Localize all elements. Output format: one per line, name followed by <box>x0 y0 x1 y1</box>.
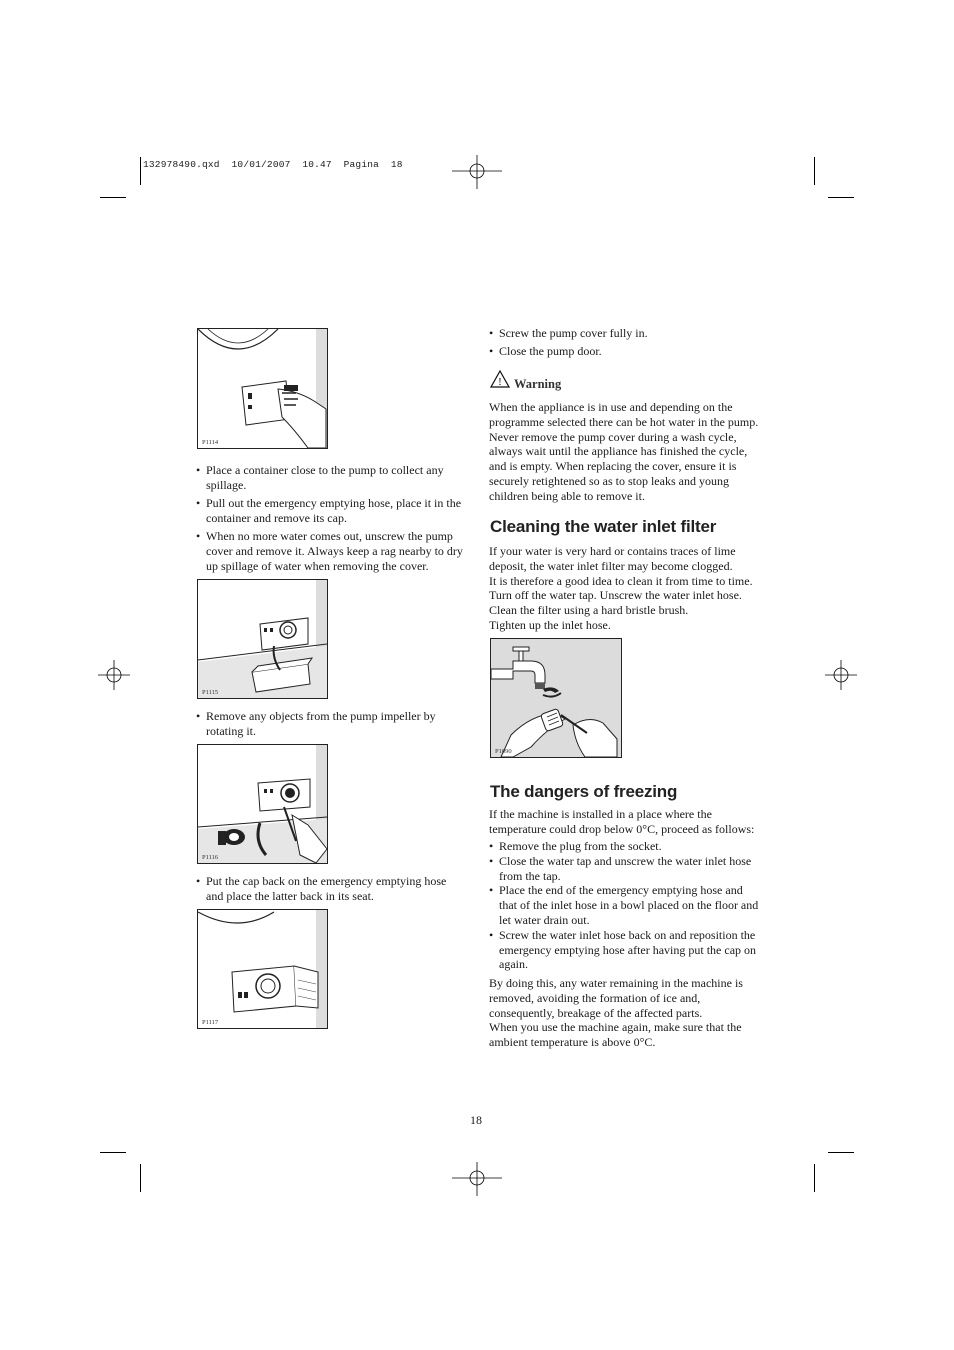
list-item: • Screw the pump cover fully in. <box>489 326 759 341</box>
figure-code: P1114 <box>202 439 219 446</box>
figure-code: P1116 <box>202 854 219 861</box>
pump-cap-refit-illustration <box>197 909 328 1029</box>
list-item: • Place the end of the emergency emptying hose and that of the inlet hose in a bowl placed on the floor and let water drain out. <box>489 883 759 927</box>
paragraph: If your water is very hard or contains traces of lime deposit, the water inlet filter may become clogged. <box>489 544 736 573</box>
figure-code: P1115 <box>202 689 219 696</box>
list-item: • When no more water comes out, unscrew the pump cover and remove it. Always keep a rag nearby to dry up spillage of water when removing the cover. <box>196 529 464 574</box>
paragraph: Tighten up the inlet hose. <box>489 617 611 632</box>
water-inlet-filter-illustration <box>490 638 622 758</box>
freezing-outro: By doing this, any water remaining in the machine is removed, avoiding the formation of ice and, consequently, breakage of the affected parts. <box>489 976 743 1020</box>
list-item: • Close the water tap and unscrew the water inlet hose from the tap. <box>489 854 759 884</box>
pump-steps-list-2 <box>196 709 464 742</box>
figure-code: P1090 <box>495 748 512 755</box>
pump-steps-list-1 <box>196 463 464 577</box>
section-heading-freezing: The dangers of freezing <box>490 782 678 801</box>
section-heading-filter: Cleaning the water inlet filter <box>490 517 717 536</box>
paragraph: It is therefore a good idea to clean it from time to time. <box>489 573 753 588</box>
warning-title: Warning <box>514 377 562 391</box>
warning-text: When the appliance is in use and depending on the programme selected there can be hot water in the pump. Never remove the pump cover during a wash cycle, always wait until the appliance has finished the cycle, and is empty. When replacing the cover, ensure it is securely retightened so as to stop leaks and young children being able to remove it. <box>489 400 759 503</box>
freezing-intro: If the machine is installed in a place where the temperature could drop below 0°C, proceed as follows: <box>489 807 755 836</box>
print-slug: 132978490.qxd 10/01/2007 10.47 Pagina 18 <box>143 159 403 170</box>
svg-text:!: ! <box>498 376 502 388</box>
page-number: 18 <box>470 1113 482 1127</box>
figure-code: P1117 <box>202 1019 219 1026</box>
paragraph: Clean the filter using a hard bristle brush. <box>489 603 689 618</box>
pump-steps-list-3 <box>196 874 466 907</box>
freezing-outro-2: When you use the machine again, make sure that the ambient temperature is above 0°C. <box>489 1020 742 1049</box>
warning-triangle-icon <box>490 370 510 388</box>
list-item: • Pull out the emergency emptying hose, place it in the container and remove its cap. <box>196 496 464 526</box>
pump-closing-list <box>489 326 759 359</box>
emptying-hose-illustration <box>197 579 328 699</box>
paragraph: Turn off the water tap. Unscrew the water inlet hose. <box>489 588 742 603</box>
list-item: • Remove any objects from the pump impeller by rotating it. <box>196 709 464 739</box>
pump-cover-illustration <box>197 328 328 449</box>
list-item: • Screw the water inlet hose back on and reposition the emergency emptying hose after having put the cap on again. <box>489 928 759 972</box>
list-item: • Place a container close to the pump to collect any spillage. <box>196 463 464 493</box>
pump-impeller-illustration <box>197 744 328 864</box>
list-item: • Close the pump door. <box>489 344 759 359</box>
list-item: • Put the cap back on the emergency emptying hose and place the latter back in its seat. <box>196 874 466 904</box>
filter-instructions <box>489 544 759 633</box>
list-item: • Remove the plug from the socket. <box>489 839 759 854</box>
freezing-steps-list <box>489 839 759 972</box>
